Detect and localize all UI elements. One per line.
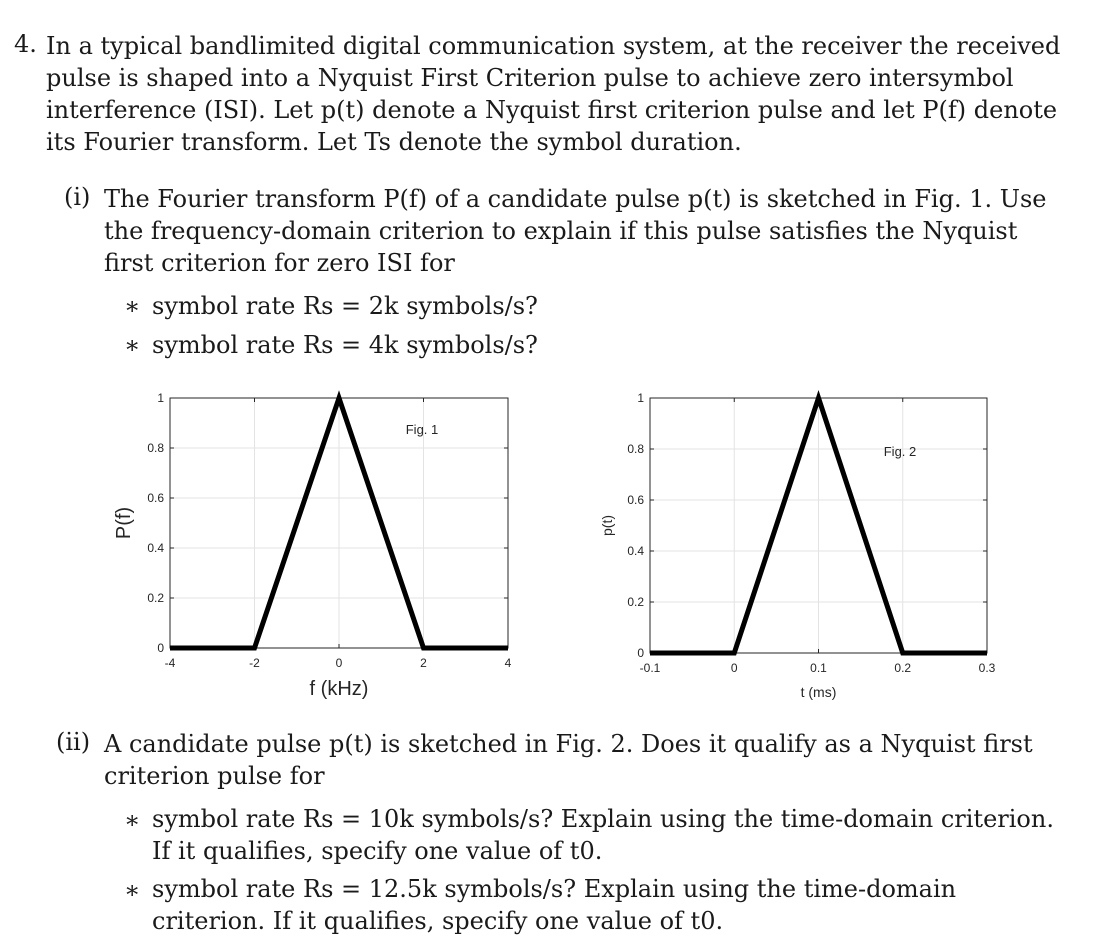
- fig1-chart: [113, 391, 512, 700]
- y-tick-label: 1: [157, 391, 164, 405]
- y-tick-label: 0.2: [147, 591, 164, 605]
- part-ii-label: (ii): [56, 728, 91, 756]
- part-ii-bullet-2: symbol rate Rs = 12.5k symbols/s? Explain using the time-domain criterion. If it qualifies, specify one value of t0.: [152, 875, 957, 935]
- y-tick-label: 0.4: [147, 541, 164, 555]
- x-tick-label: -2: [249, 656, 260, 670]
- y-axis-label: p(t): [599, 515, 615, 536]
- y-tick-label: 0.4: [627, 544, 644, 558]
- bullet-star-icon: ∗: [124, 806, 141, 834]
- x-tick-label: 4: [504, 656, 512, 670]
- part-i-bullet-1: symbol rate Rs = 2k symbols/s?: [152, 292, 538, 320]
- y-tick-label: 0: [637, 646, 644, 660]
- question-intro: In a typical bandlimited digital communication system, at the receiver the received pulse is shaped into a Nyquist First Criterion pulse to achieve zero intersymbol interference (ISI). Let p(t) denote a Nyquist first criterion pulse and let P(f) denote its Fourier transform. Let Ts denote the symbol duration.: [46, 32, 1061, 156]
- bullet-star-icon: ∗: [124, 292, 141, 320]
- y-tick-label: 0.2: [627, 595, 644, 609]
- chart-title: Fig. 1: [405, 422, 439, 437]
- bullet-star-icon: ∗: [124, 876, 141, 904]
- part-i-bullet-2: symbol rate Rs = 4k symbols/s?: [152, 331, 538, 359]
- y-tick-label: 0.6: [147, 491, 164, 505]
- x-tick-label: 0: [335, 656, 343, 670]
- part-i-text: The Fourier transform P(f) of a candidate pulse p(t) is sketched in Fig. 1. Use the frequency-domain criterion to explain if this pulse satisfies the Nyquist first criterion for zero ISI for: [104, 185, 1047, 277]
- bullet-star-icon: ∗: [124, 331, 141, 359]
- y-tick-label: 1: [637, 391, 644, 405]
- chart-title: Fig. 2: [883, 444, 917, 459]
- x-tick-label: 0: [730, 661, 738, 675]
- x-tick-label: 0.2: [894, 661, 912, 675]
- fig2-chart: [599, 391, 996, 700]
- y-tick-label: 0.8: [627, 442, 644, 456]
- x-tick-label: -4: [164, 656, 176, 670]
- x-tick-label: -0.1: [639, 661, 661, 675]
- y-tick-label: 0: [157, 641, 164, 655]
- part-ii-text: A candidate pulse p(t) is sketched in Fig. 2. Does it qualify as a Nyquist first criterion pulse for: [104, 730, 1033, 790]
- x-tick-label: 2: [420, 656, 427, 670]
- x-axis-label: f (kHz): [309, 678, 369, 700]
- part-ii-bullet-1: symbol rate Rs = 10k symbols/s? Explain using the time-domain criterion. If it qualifies, specify one value of t0.: [152, 805, 1054, 865]
- y-tick-label: 0.8: [147, 441, 164, 455]
- x-axis-label: t (ms): [800, 684, 837, 700]
- x-tick-label: 0.3: [978, 661, 996, 675]
- y-axis-label: P(f): [113, 506, 135, 540]
- y-tick-label: 0.6: [627, 493, 644, 507]
- part-i-label: (i): [64, 183, 91, 211]
- x-tick-label: 0.1: [810, 661, 827, 675]
- question-number: 4.: [14, 30, 37, 58]
